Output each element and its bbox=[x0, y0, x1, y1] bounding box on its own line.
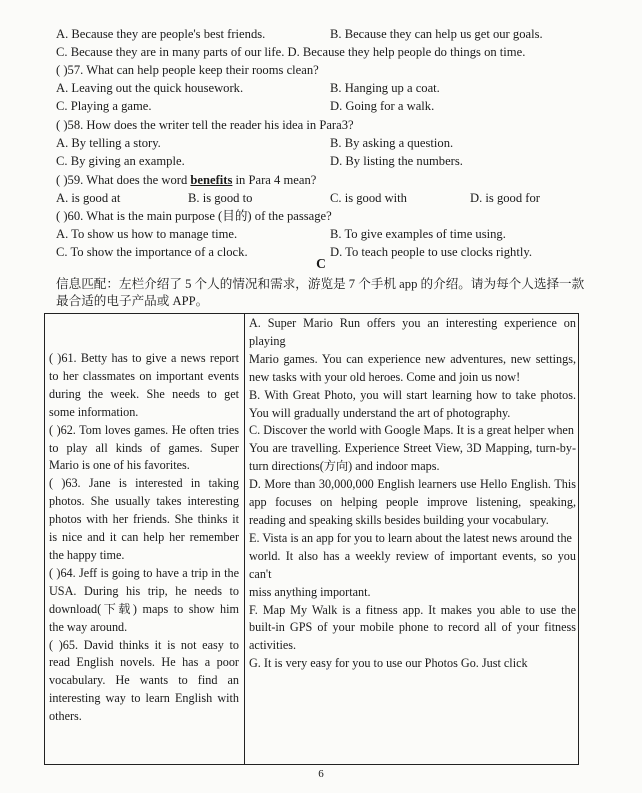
app-item-e-line1: E. Vista is an app for you to learn about the latest news around the bbox=[249, 530, 572, 545]
person-item-62: ( )62. Tom loves games. He often tries to play all kinds of games. Super Mario is one of his favorites. bbox=[49, 422, 239, 473]
q58-stem: ( )58. How does the writer tell the reader his idea in Para3? bbox=[56, 118, 354, 132]
q57-option-c: C. Playing a game. bbox=[56, 99, 152, 113]
q57-option-d: D. Going for a walk. bbox=[330, 99, 435, 113]
q59-option-c: C. is good with bbox=[330, 191, 407, 205]
section-label: C bbox=[316, 256, 326, 271]
q58-option-c: C. By giving an example. bbox=[56, 154, 185, 168]
q60-option-b: B. To give examples of time using. bbox=[330, 227, 506, 241]
q60-stem: ( )60. What is the main purpose (目的) of the passage? bbox=[56, 209, 332, 223]
person-item-65: ( )65. David thinks it is not easy to read English novels. He has a poor vocabulary. He wants to find an interesting way to learn English with others. bbox=[49, 637, 239, 724]
q58-option-d: D. By listing the numbers. bbox=[330, 154, 463, 168]
q59-option-d: D. is good for bbox=[470, 191, 540, 205]
q56-option-cd: C. Because they are in many parts of our life. D. Because they help people do things on time. bbox=[56, 45, 526, 59]
q57-stem: ( )57. What can help people keep their rooms clean? bbox=[56, 63, 319, 77]
person-item-64: ( )64. Jeff is going to have a trip in the USA. During his trip, he needs to download(下载) maps to show him the way around. bbox=[49, 565, 239, 634]
q59-option-a: A. is good at bbox=[56, 191, 121, 205]
app-item-d: D. More than 30,000,000 English learners use Hello English. This app focuses on helping people improve listening, speaking, reading and speaking skills besides building your vocabulary. bbox=[249, 477, 576, 527]
q60-option-c: C. To show the importance of a clock. bbox=[56, 245, 248, 259]
q59-stem-post: in Para 4 mean? bbox=[232, 173, 317, 187]
app-item-e-line3: miss anything important. bbox=[249, 584, 371, 599]
q56-option-b: B. Because they can help us get our goals. bbox=[330, 27, 543, 41]
person-item-63: ( )63. Jane is interested in taking photos. She usually takes interesting photos with her friends. She thinks it is nice and it can help her remember the happy time. bbox=[49, 476, 239, 562]
q60-option-d: D. To teach people to use clocks rightly. bbox=[330, 245, 532, 259]
app-item-c-title: C. Discover the world with Google Maps. It is a great helper when bbox=[249, 423, 574, 438]
app-item-g: G. It is very easy for you to use our Photos Go. Just click bbox=[249, 656, 528, 671]
column-divider bbox=[244, 314, 245, 764]
q59-underlined-word: benefits bbox=[190, 173, 233, 187]
q57-option-b: B. Hanging up a coat. bbox=[330, 81, 440, 95]
person-list bbox=[49, 350, 239, 726]
q57-option-a: A. Leaving out the quick housework. bbox=[56, 81, 244, 95]
app-item-e-line2: world. It also has a weekly review of important events, so you can't bbox=[249, 548, 576, 581]
app-item-b: B. With Great Photo, you will start learning how to take photos. You will gradually understand the art of photography. bbox=[249, 387, 576, 420]
q58-option-a: A. By telling a story. bbox=[56, 136, 161, 150]
app-list bbox=[249, 315, 576, 673]
q58-option-b: B. By asking a question. bbox=[330, 136, 454, 150]
app-item-f: F. Map My Walk is a fitness app. It makes you able to use the built-in GPS of your mobile phone to record all of your fitness activities. bbox=[249, 602, 576, 653]
q59-stem bbox=[56, 172, 316, 188]
section-intro: 信息匹配：左栏介绍了 5 个人的情况和需求，游览是 7 个手机 app 的介绍。请为每个人选择一款最合适的电子产品或 APP。 bbox=[56, 277, 585, 308]
q59-stem-pre: ( )59. What does the word bbox=[56, 173, 191, 187]
person-item-61: ( )61. Betty has to give a news report to her classmates on important events during the week. She needs to get some information. bbox=[49, 351, 239, 419]
q59-option-b: B. is good to bbox=[188, 191, 253, 205]
q56-option-a: A. Because they are people's best friends. bbox=[56, 27, 266, 41]
app-item-c-body: You are travelling. Experience Street View, 3D Mapping, turn-by-turn directions(方向) and indoor maps. bbox=[249, 441, 576, 474]
q60-option-a: A. To show us how to manage time. bbox=[56, 227, 238, 241]
app-item-a-body: Mario games. You can experience new adventures, new settings, new tasks with your old heroes. Come and join us now! bbox=[249, 351, 576, 384]
app-item-a-title: A. Super Mario Run offers you an interesting experience on playing bbox=[249, 316, 576, 348]
matching-table bbox=[44, 313, 579, 765]
page-number: 6 bbox=[318, 768, 324, 780]
